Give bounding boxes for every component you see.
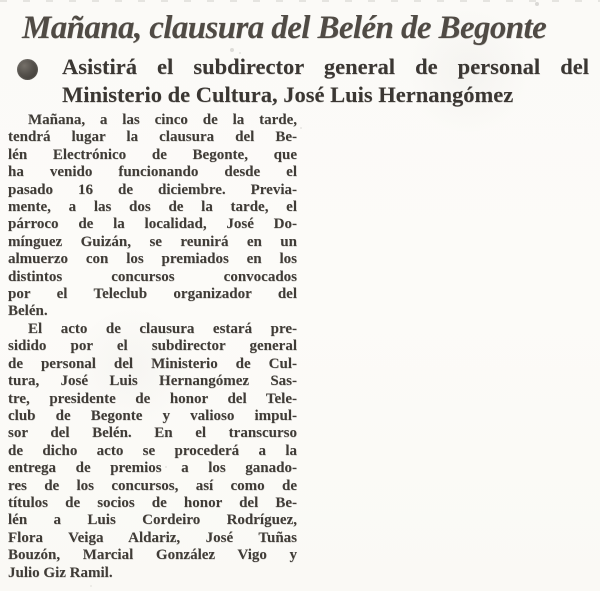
body-line: mínguez Guizán, se reunirá en un bbox=[8, 233, 297, 250]
paragraph bbox=[8, 321, 297, 582]
paragraph bbox=[8, 112, 297, 321]
article-body bbox=[8, 112, 297, 582]
body-line: títulos de socios de honor del Be- bbox=[8, 494, 297, 511]
body-line: club de Begonte y valioso impul- bbox=[8, 407, 297, 424]
subheadline-line: Asistirá el subdirector general de personal del bbox=[62, 54, 589, 79]
body-line: sor del Belén. En el transcurso bbox=[8, 425, 297, 442]
scan-artifact-top bbox=[0, 0, 600, 2]
headline: Mañana, clausura del Belén de Begonte bbox=[22, 10, 547, 46]
body-line: lén a Luis Cordeiro Rodríguez, bbox=[8, 512, 297, 529]
body-line: de dicho acto se procederá a la bbox=[8, 442, 297, 459]
body-line: ha venido funcionando desde el bbox=[8, 164, 297, 181]
body-line: sidido por el subdirector general bbox=[8, 338, 297, 355]
body-line: mente, a las dos de la tarde, el bbox=[8, 199, 297, 216]
body-line: entrega de premios a los ganado- bbox=[8, 460, 297, 477]
body-line: Belén. bbox=[8, 303, 48, 320]
subheadline-text bbox=[62, 53, 589, 108]
body-line: pasado 16 de diciembre. Previa- bbox=[8, 181, 297, 198]
subheadline-line: Ministerio de Cultura, José Luis Hernangómez bbox=[62, 81, 514, 107]
body-line: Mañana, a las cinco de la tarde, bbox=[28, 112, 297, 128]
body-line: Flora Veiga Aldariz, José Tuñas bbox=[8, 529, 297, 546]
subheadline bbox=[17, 53, 589, 108]
body-line: de personal del Ministerio de Cul- bbox=[8, 355, 297, 372]
body-line: lén Electrónico de Begonte, que bbox=[8, 146, 297, 163]
body-line: párroco de la localidad, José Do- bbox=[8, 216, 297, 233]
body-line: Bouzón, Marcial González Vigo y bbox=[8, 547, 297, 564]
body-line: por el Teleclub organizador del bbox=[8, 286, 297, 303]
body-line: almuerzo con los premiados en los bbox=[8, 251, 297, 268]
body-line: El acto de clausura estará pre- bbox=[28, 320, 297, 337]
body-line: tre, presidente de honor del Tele- bbox=[8, 390, 297, 407]
body-line: distintos concursos convocados bbox=[8, 268, 297, 285]
body-line: tura, José Luis Hernangómez Sas- bbox=[8, 373, 297, 390]
body-line: tendrá lugar la clausura del Be- bbox=[8, 129, 297, 146]
bullet-circle-icon bbox=[17, 59, 38, 80]
scan-noise-specks bbox=[0, 0, 2, 2]
body-line: Julio Giz Ramil. bbox=[8, 564, 113, 581]
body-line: res de los concursos, así como de bbox=[8, 477, 297, 494]
